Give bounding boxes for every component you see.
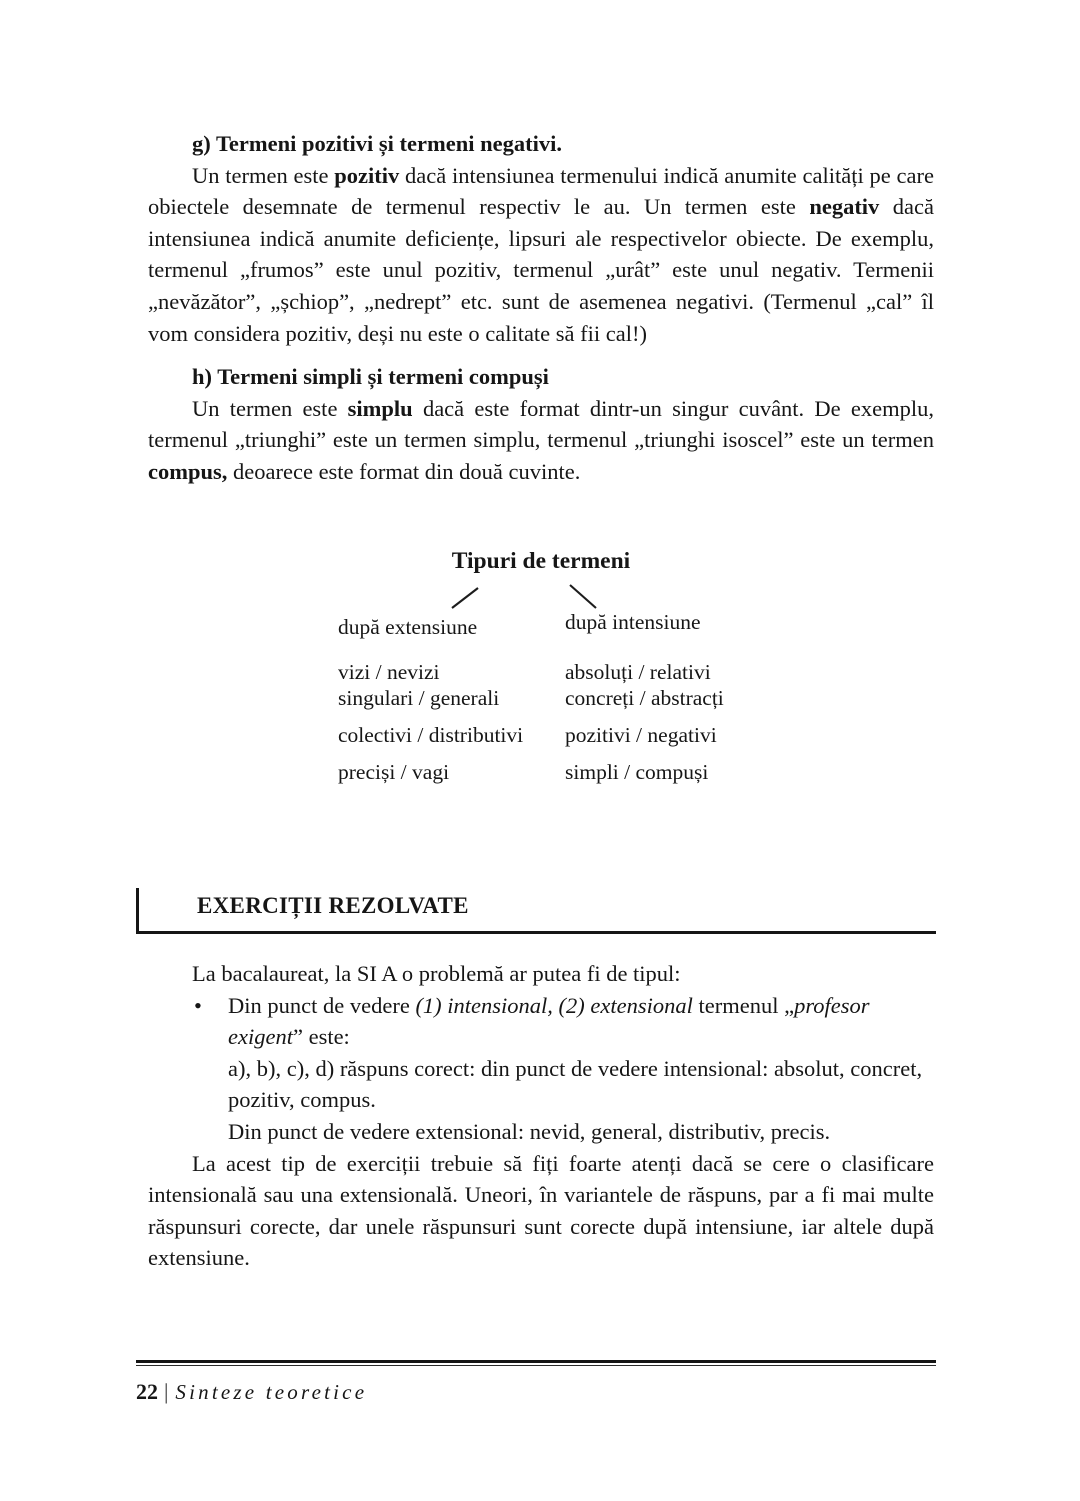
footer-separator: | xyxy=(164,1379,169,1404)
term-item: preciși / vagi xyxy=(338,760,450,784)
branch-connector-lines xyxy=(148,546,934,816)
exercise-answer-line-2: Din punct de vedere extensional: nevid, general, distributiv, precis. xyxy=(228,1118,831,1144)
connector-line-right xyxy=(570,585,596,608)
term-item: absoluți / relativi xyxy=(565,660,711,684)
paragraph-positive-negative xyxy=(148,160,934,350)
branch-label-extensiune: după extensiune xyxy=(338,615,478,639)
section-heading-frame xyxy=(136,888,936,934)
text-run: ” este: xyxy=(292,1024,350,1050)
text-run: termenul „ xyxy=(692,992,795,1018)
text-run: dacă este format dintr-un singur cuvânt. De exemplu, termenul „triunghi” este un termen simplu, termenul „triunghi isoscel” este un termen xyxy=(148,395,934,453)
term-list-extensiune xyxy=(338,659,523,785)
bullet-icon: • xyxy=(194,992,202,1018)
footer-rule-thin xyxy=(136,1365,936,1367)
text-run: Un termen este xyxy=(192,162,335,188)
text-run: Un termen este xyxy=(192,395,348,421)
main-text-column xyxy=(148,128,934,488)
term-item: singulari / generali xyxy=(338,686,500,710)
italic-run-numbered-options: (1) intensional, (2) extensional xyxy=(415,992,693,1018)
term-item: colectivi / distributivi xyxy=(338,723,524,747)
spacer xyxy=(148,349,934,361)
section-heading-exercitii-rezolvate: EXERCIȚII REZOLVATE xyxy=(197,893,469,918)
branch-label-intensiune: după intensiune xyxy=(565,610,701,634)
page-footer xyxy=(136,1360,936,1406)
paragraph-simple-compound xyxy=(148,393,934,488)
text-run: dacă intensiunea indică anumite deficiențe, lipsuri ale respectivelor obiecte. De exemplu, termenul „frumos” este unul pozitiv, termenul „urât” este unul negativ. Termenii „nevăzător”, „șchiop”, „nedrept” etc. sunt de asemenea negativi. (Termenul „cal” îl vom considera pozitiv, deși nu este o calitate să fii cal!) xyxy=(148,194,934,346)
exercise-intro: La bacalaureat, la SI A o problemă ar putea fi de tipul: xyxy=(192,961,681,986)
exercise-bullet-item xyxy=(148,990,934,1053)
diagram-title: Tipuri de termeni xyxy=(451,548,631,574)
term-item: simpli / compuși xyxy=(565,760,709,784)
exercise-closing-paragraph: La acest tip de exerciții trebuie să fiți foarte atenți dacă se cere o clasificare intensională sau una extensională. Uneori, în variantele de răspuns, par a fi mai multe răspunsuri corecte, dar unele răspunsuri sunt corecte după intensiune, iar altele după extensiune. xyxy=(148,1150,934,1271)
term-list-intensiune xyxy=(565,659,724,785)
term-item: pozitivi / negativi xyxy=(565,723,717,747)
text-run: dacă intensiunea termenului indică anumite calități pe care obiectele desemnate de termenul respectiv le au. Un termen este xyxy=(148,162,934,220)
emphasis-compus: compus, xyxy=(148,458,228,484)
text-run: Din punct de vedere xyxy=(228,992,416,1018)
term-types-diagram xyxy=(148,546,934,816)
subsection-heading-h: h) Termeni simpli și termeni compuși xyxy=(192,364,549,390)
subsection-heading-g: g) Termeni pozitivi și termeni negativi. xyxy=(192,131,562,156)
footer-text xyxy=(136,1378,936,1406)
connector-line-left xyxy=(452,588,478,608)
footer-page-number: 22 xyxy=(136,1379,158,1404)
italic-run-term: profesor exigent xyxy=(228,992,870,1050)
footer-running-title: Sinteze teoretice xyxy=(175,1380,368,1404)
exercises-block xyxy=(148,958,934,1274)
emphasis-pozitiv: pozitiv xyxy=(334,162,400,188)
emphasis-simplu: simplu xyxy=(347,395,413,421)
exercise-answer-line-1: a), b), c), d) răspuns corect: din punct de vedere intensional: absolut, concret, pozitiv, compus. xyxy=(228,1055,923,1113)
term-item: concreți / abstracți xyxy=(565,686,724,710)
term-item: vizi / nevizi xyxy=(338,660,440,684)
text-run: deoarece este format din două cuvinte. xyxy=(227,458,581,484)
emphasis-negativ: negativ xyxy=(809,194,880,220)
